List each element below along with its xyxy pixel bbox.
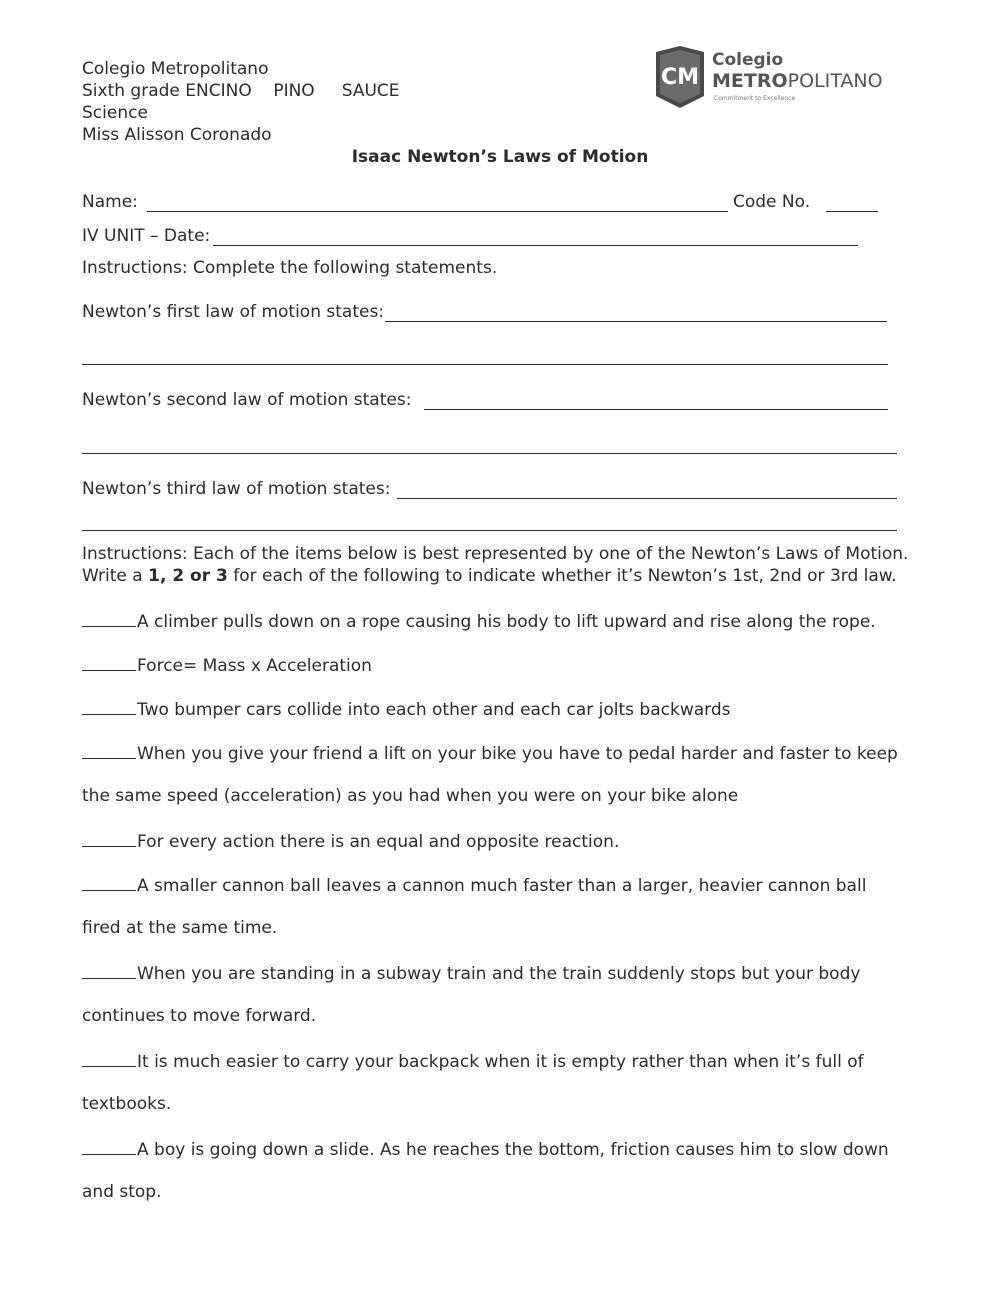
answer-blank[interactable] xyxy=(82,698,136,715)
answer-blank[interactable] xyxy=(82,830,136,847)
answer-blank[interactable] xyxy=(82,1050,136,1067)
instructions-laws-line2: Write a 1, 2 or 3 for each of the following to indicate whether it’s Newton’s 1st, 2nd or 3rd law. xyxy=(82,566,897,586)
answer-blank[interactable] xyxy=(82,654,136,671)
instructions-laws-line1: Instructions: Each of the items below is best represented by one of the Newton’s Laws of Motion. xyxy=(82,544,909,564)
item-9: A boy is going down a slide. As he reaches the bottom, friction causes him to slow down xyxy=(82,1138,889,1160)
item-6: A smaller cannon ball leaves a cannon much faster than a larger, heavier cannon ball xyxy=(82,874,866,896)
grade-line: Sixth grade ENCINO PINO SAUCE xyxy=(82,81,400,101)
school-name: Colegio Metropolitano xyxy=(82,59,269,79)
first-law-label: Newton’s first law of motion states: xyxy=(82,302,385,322)
item-8: It is much easier to carry your backpack when it is empty rather than when it’s full of xyxy=(82,1050,864,1072)
item-9-continued: and stop. xyxy=(82,1182,162,1202)
second-law-answer-line-1[interactable] xyxy=(424,409,888,410)
answer-blank[interactable] xyxy=(82,874,136,891)
item-4: When you give your friend a lift on your bike you have to pedal harder and faster to keep xyxy=(82,742,898,764)
item-8-continued: textbooks. xyxy=(82,1094,172,1114)
logo-tagline: Commitment to Excellence xyxy=(714,95,796,102)
third-law-label: Newton’s third law of motion states: xyxy=(82,479,391,499)
instructions-complete: Instructions: Complete the following statements. xyxy=(82,258,498,278)
logo-mark-icon xyxy=(652,46,708,108)
name-label: Name: xyxy=(82,192,138,212)
name-input-line[interactable] xyxy=(147,211,728,212)
first-law-answer-line-2[interactable] xyxy=(82,364,888,365)
item-6-continued: fired at the same time. xyxy=(82,918,278,938)
subject: Science xyxy=(82,103,148,123)
page-title: Isaac Newton’s Laws of Motion xyxy=(351,147,649,167)
item-5: For every action there is an equal and opposite reaction. xyxy=(82,830,619,852)
date-input-line[interactable] xyxy=(213,245,858,246)
first-law-answer-line-1[interactable] xyxy=(385,321,887,322)
teacher-name: Miss Alisson Coronado xyxy=(82,125,272,145)
code-input-line[interactable] xyxy=(826,211,878,212)
item-3: Two bumper cars collide into each other and each car jolts backwards xyxy=(82,698,730,720)
second-law-answer-line-2[interactable] xyxy=(82,453,897,454)
answer-blank[interactable] xyxy=(82,1138,136,1155)
item-7: When you are standing in a subway train and the train suddenly stops but your body xyxy=(82,962,860,984)
item-2: Force= Mass x Acceleration xyxy=(82,654,372,676)
third-law-answer-line-2[interactable] xyxy=(82,530,897,531)
second-law-label: Newton’s second law of motion states: xyxy=(82,390,412,410)
logo-text-metropolitano: METROPOLITANO xyxy=(712,70,883,92)
answer-blank[interactable] xyxy=(82,610,136,627)
date-label: IV UNIT – Date: xyxy=(82,226,211,246)
svg-text:CM: CM xyxy=(660,65,700,90)
logo-text-colegio: Colegio xyxy=(712,50,784,70)
item-1: A climber pulls down on a rope causing his body to lift upward and rise along the rope. xyxy=(82,610,876,632)
answer-blank[interactable] xyxy=(82,962,136,979)
school-logo xyxy=(652,46,892,110)
header-block xyxy=(82,58,400,146)
item-7-continued: continues to move forward. xyxy=(82,1006,317,1026)
item-4-continued: the same speed (acceleration) as you had when you were on your bike alone xyxy=(82,786,739,806)
code-label: Code No. xyxy=(733,192,811,212)
third-law-answer-line-1[interactable] xyxy=(397,498,897,499)
answer-blank[interactable] xyxy=(82,742,136,759)
